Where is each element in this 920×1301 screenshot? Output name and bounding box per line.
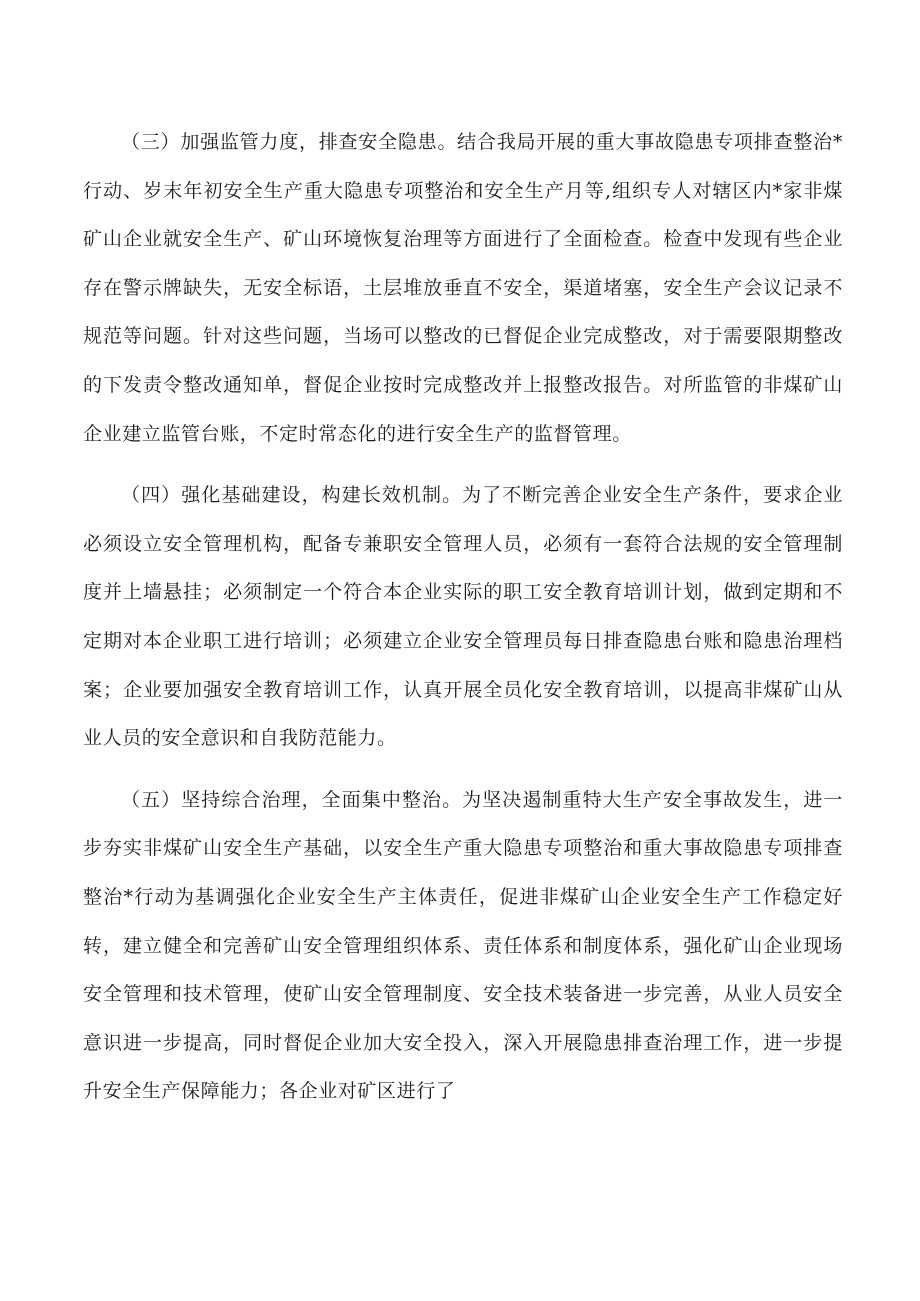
paragraph-governance: （五）坚持综合治理，全面集中整治。为坚决遏制重特大生产安全事故发生，进一步夯实非煤矿山安全生产基础，以安全生产重大隐患专项整治和重大事故隐患专项排查整治*行动为基调强化企业安全生产主体责任，促进非煤矿山企业安全生产工作稳定好转，建立健全和完善矿山安全管理组织体系、责任体系和制度体系，强化矿山企业现场安全管理和技术管理，使矿山安全管理制度、安全技术装备进一步完善，从业人员安全意识进一步提高，同时督促企业加大安全投入，深入开展隐患排查治理工作，进一步提升安全生产保障能力；各企业对矿区进行了 [83, 788, 843, 1103]
paragraph-infrastructure: （四）强化基础建设，构建长效机制。为了不断完善企业安全生产条件，要求企业必须设立安全管理机构，配备专兼职安全管理人员，必须有一套符合法规的安全管理制度并上墙悬挂；必须制定一个符合本企业实际的职工安全教育培训计划，做到定期和不定期对本企业职工进行培训；必须建立企业安全管理员每日排查隐患台账和隐患治理档案；企业要加强安全教育培训工作，认真开展全员化安全教育培训，以提高非煤矿山从业人员的安全意识和自我防范能力。 [83, 484, 843, 750]
paragraph-supervision: （三）加强监管力度，排查安全隐患。结合我局开展的重大事故隐患专项排查整治*行动、岁末年初安全生产重大隐患专项整治和安全生产月等,组织专人对辖区内*家非煤矿山企业就安全生产、矿山环境恢复治理等方面进行了全面检查。检查中发现有些企业存在警示牌缺失，无安全标语，土层堆放垂直不安全，渠道堵塞，安全生产会议记录不规范等问题。针对这些问题，当场可以整改的已督促企业完成整改，对于需要限期整改的下发责令整改通知单，督促企业按时完成整改并上报整改报告。对所监管的非煤矿山企业建立监管台账，不定时常态化的进行安全生产的监督管理。 [83, 131, 843, 445]
document-body [83, 118, 843, 1129]
